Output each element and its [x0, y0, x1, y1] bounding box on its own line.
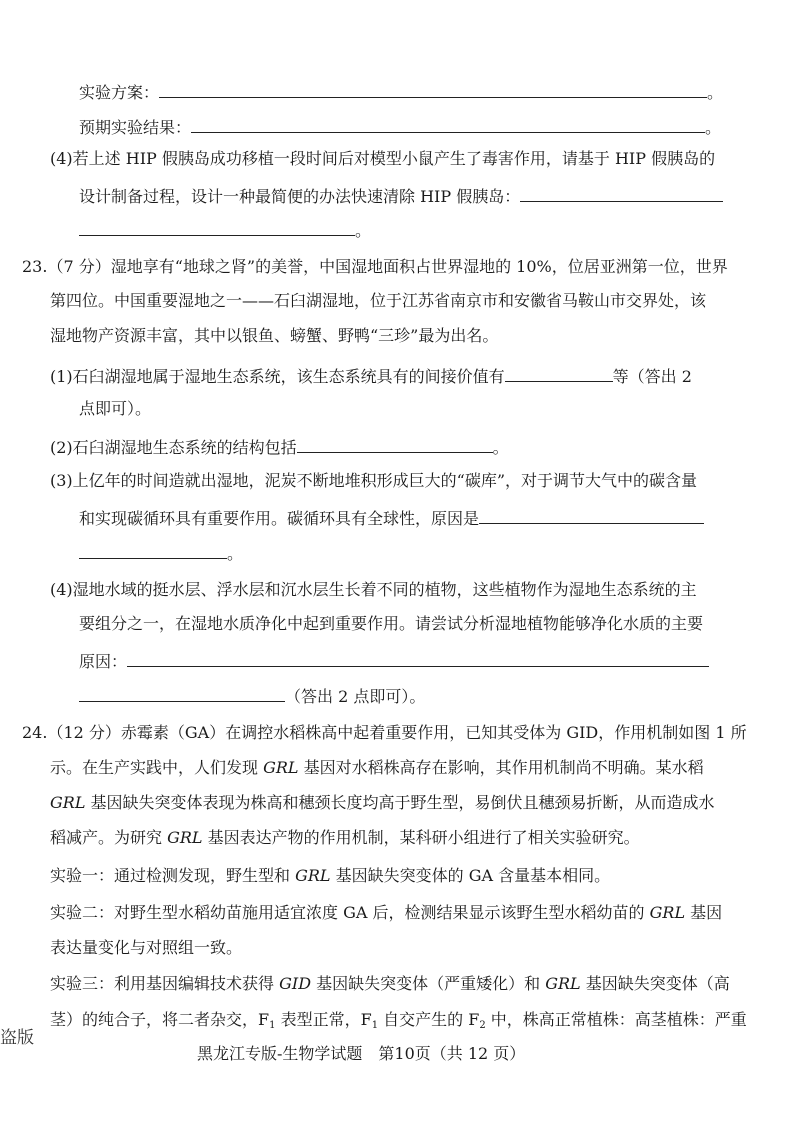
answer-blank[interactable]: [79, 686, 285, 702]
q24-stem-line2: 示。在生产实践中，人们发现 GRL 基因对水稻株高存在影响，其作用机制尚不明确。某水稻: [50, 758, 704, 777]
q23-part4-line1: (4)湿地水域的挺水层、浮水层和沉水层生长着不同的植物，这些植物作为湿地生态系统的主: [50, 580, 697, 599]
q24-experiment3-line2: 茎）的纯合子，将二者杂交，$F_1$ 表型正常，$F_1$ 自交产生的 $F_2$ 中，株高正常植株：高茎植株：严重: [50, 1010, 747, 1031]
answer-blank[interactable]: [79, 543, 227, 559]
q24-experiment2-line2: 表达量变化与对照组一致。: [50, 938, 243, 957]
q22-part4-line1: (4)若上述 HIP 假胰岛成功移植一段时间后对模型小鼠产生了毒害作用，请基于 HIP 假胰岛的: [50, 149, 716, 168]
q23-part1-line1: (1)石臼湖湿地属于湿地生态系统，该生态系统具有的间接价值有 等（答出 2: [50, 367, 692, 386]
q23-part4-line3: 原因：: [79, 651, 709, 670]
q23-part3-line3: 。: [79, 543, 243, 562]
q24-experiment2-line1: 实验二：对野生型水稻幼苗施用适宜浓度 GA 后，检测结果显示该野生型水稻幼苗的 GRL 基因: [50, 903, 723, 922]
q24-experiment3-line1: 实验三：利用基因编辑技术获得 GID 基因缺失突变体（严重矮化）和 GRL 基因缺失突变体（高: [50, 974, 730, 993]
q23-part1-line2: 点即可）。: [79, 399, 152, 418]
q24-stem-line1: 24.（12 分）赤霉素（GA）在调控水稻株高中起着重要作用，已知其受体为 GID，作用机制如图 1 所: [22, 723, 747, 742]
answer-blank[interactable]: [520, 186, 723, 202]
answer-blank[interactable]: [79, 220, 355, 236]
q24-stem-line3: GRL 基因缺失突变体表现为株高和穗颈长度均高于野生型，易倒伏且穗颈易折断，从而造成水: [50, 793, 715, 812]
answer-blank[interactable]: [479, 508, 704, 524]
q24-stem-line4: 稻减产。为研究 GRL 基因表达产物的作用机制，某科研小组进行了相关实验研究。: [50, 828, 640, 847]
q23-stem-line3: 湿地物产资源丰富，其中以银鱼、螃蟹、野鸭“三珍”最为出名。: [50, 326, 499, 345]
answer-blank[interactable]: [159, 82, 707, 98]
q23-stem-line1: 23.（7 分）湿地享有“地球之肾”的美誉，中国湿地面积占世界湿地的 10%，位居亚洲第一位，世界: [22, 257, 728, 276]
q23-part4-line4: （答出 2 点即可）。: [79, 686, 425, 705]
result-line: 预期实验结果： 。: [79, 118, 722, 137]
q23-part3-line2: 和实现碳循环具有重要作用。碳循环具有全球性，原因是: [79, 508, 704, 527]
q23-part2: (2)石臼湖湿地生态系统的结构包括 。: [50, 438, 509, 457]
q23-part4-line2: 要组分之一，在湿地水质净化中起到重要作用。请尝试分析湿地植物能够净化水质的主要: [79, 614, 704, 633]
watermark: 盗版: [0, 1028, 34, 1048]
scheme-line: 实验方案： 。: [79, 83, 724, 102]
answer-blank[interactable]: [297, 437, 493, 453]
q22-part4-line2: 设计制备过程，设计一种最简便的办法快速清除 HIP 假胰岛：: [79, 186, 723, 205]
answer-blank[interactable]: [191, 117, 705, 133]
q22-part4-line3: 。: [79, 220, 371, 239]
q23-part3-line1: (3)上亿年的时间造就出湿地，泥炭不断地堆积形成巨大的“碳库”，对于调节大气中的碳含量: [50, 471, 698, 490]
answer-blank[interactable]: [127, 651, 709, 667]
page-footer: 黑龙江专版-生物学试题 第10页（共 12 页）: [197, 1044, 526, 1063]
q24-experiment1: 实验一：通过检测发现，野生型和 GRL 基因缺失突变体的 GA 含量基本相同。: [50, 866, 611, 885]
answer-blank[interactable]: [505, 366, 613, 382]
q23-stem-line2: 第四位。中国重要湿地之一——石臼湖湿地，位于江苏省南京市和安徽省马鞍山市交界处，该: [50, 291, 707, 310]
